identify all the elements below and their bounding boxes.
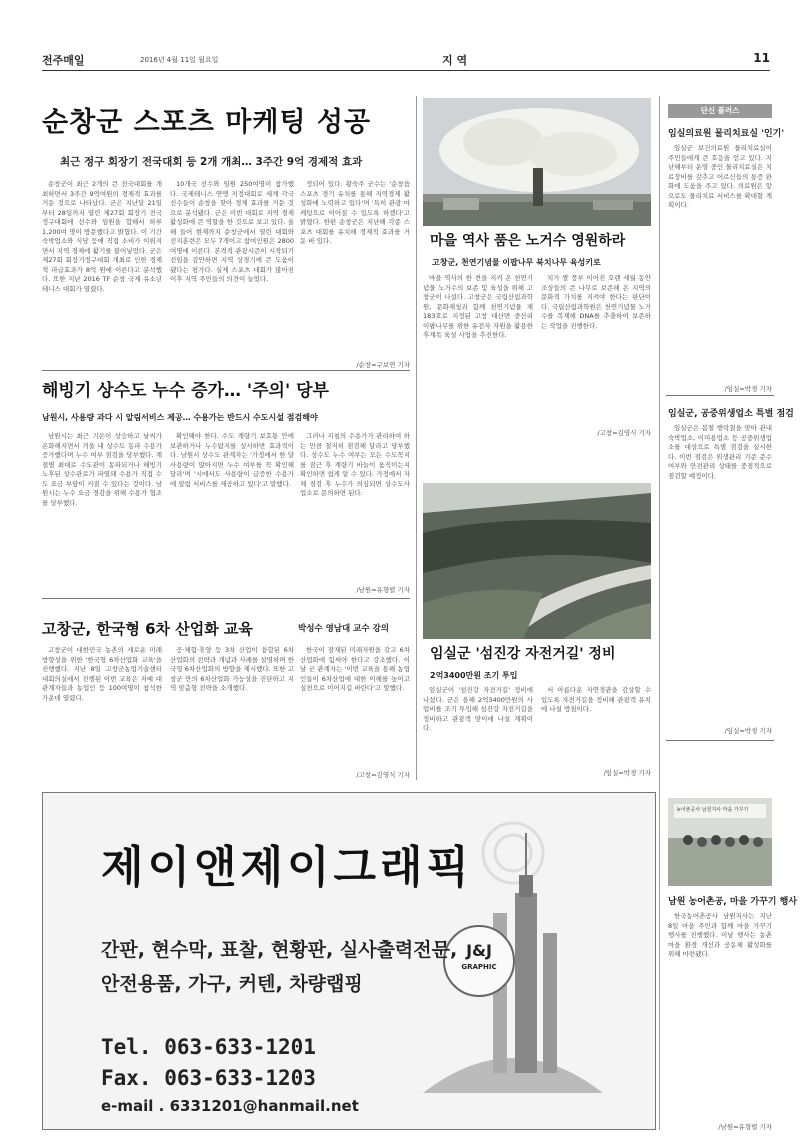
article-sunchang-col3: 정되어 있다. 황숙주 군수는 '순창읍 스포츠 경기 유치를 통해 지역경제 활성화에 노력하고 있다'며 '특히 관광 마케팅으로 이어질 수 있도록 하겠다'고 밝혔다. 한편 순창군은 지난해 각종 스포츠 대회를 유치해 경제적 효과를 거둔 바 있다. (300, 180, 410, 245)
divider (666, 395, 774, 396)
divider (42, 370, 410, 371)
article-namwon-subhead: 남원시, 사용량 과다 시 알림서비스 제공… 수용가는 반드시 수도시설 점검해야 (42, 413, 318, 422)
article-namwon-col1: 남원시는 최근 기온이 상승하고 날씨가 온화해지면서 겨울 내 상수도 동파 수용가 증가했다며 누수 여부 점검을 당부했다. 계절별 최대로 수도관이 동파되거나 해빙기 노후된 상수관로가 파열돼 수용가 직접 수도 요금 부담이 커질 수 있다는 것이다. 남원시는 누수 요금 경감을 위해 수용가 협조를 당부했다. (42, 432, 162, 507)
ad-fax: Fax. 063-633-1203 (101, 1066, 316, 1090)
ad-telephone: Tel. 063-633-1201 (101, 1035, 316, 1059)
issue-date: 2016년 4월 11일 월요일 (140, 56, 219, 64)
bike-path-photo (423, 483, 651, 639)
article-tree-headline: 마을 역사 품은 노거수 영원하라 (430, 233, 626, 249)
bike-path-photo-image (423, 483, 651, 639)
article-bike-subhead: 2억3400만원 조기 투입 (430, 671, 518, 680)
article-bike-col2: 서 아름다운 자연경관을 감상할 수 있도록 자전거길을 정비해 관광객 유치에 나설 방침이다. (541, 686, 651, 713)
page-number: 11 (753, 51, 770, 65)
side-news3-byline: /남원=유형렬 기자 (718, 1123, 772, 1131)
side-news2-title: 임실군, 공중위생업소 특별 점검 (668, 409, 794, 419)
article-tree-subhead: 고창군, 천연기념물 이팝나무 북치나무 육성키로 (432, 258, 601, 267)
article-bike-headline: 임실군 '섬진강 자전거길' 정비 (430, 646, 616, 662)
tree-photo-image (423, 98, 651, 226)
article-tree-col2: 치가 쌀 풍부 이어진 오랜 세월 동안 조상들의 큰 나무로 보존해 온 지역의 문화적 가치를 지켜야 한다는 판단이다. 국립산림과학원은 천연기념물 노거수를 복제해 DNA를 추출하여 보존하는 작업을 진행한다. (541, 274, 651, 330)
article-namwon-col3: 그러나 지침의 수용가가 관리하여 하는 만큼 철저히 점검해 달라고 당부했다. 상수도 누수 여부는 모든 수도꼭지를 잠근 후 계량기 바늘이 움직이는지 확인하면 쉽게 알 수 있다. 가정에서 자체 점검 후 누수가 의심되면 상수도사업소로 문의하면 된다. (300, 432, 410, 497)
sidebar-label: 단신 플러스 (668, 104, 772, 118)
article-bike-byline: /임실=박경 기자 (603, 769, 651, 777)
article-gochang-edu-byline: /고창=김영식 기자 (356, 771, 410, 779)
column-divider (416, 96, 417, 780)
advertisement (42, 792, 656, 1130)
side-news1-body: 임실군 보건의료원 물리치료실이 주민들에게 큰 호응을 얻고 있다. 지난해부터 운영 중인 물리치료실은 치료장비를 갖추고 어르신들의 통증 완화에 도움을 주고 있다. 의료원은 앞으로도 물리치료 서비스를 확대할 계획이다. (668, 144, 772, 209)
article-namwon-col2: 확인해야 한다. 수도 계량기 보호통 안에 보관하거나 누수탐지를 실시하면 효과적이다. 남원시 상수도 관계자는 '가정에서 한 달 사용량이 많아지면 누수 여부를 꼭 확인해 달라'며 '시에서도 사용량이 급증한 수용가에 알림 서비스를 제공하고 있다'고 말했다. (170, 432, 294, 488)
article-tree-byline: /고창=김영식 기자 (597, 429, 651, 437)
article-gochang-edu-col3: 한국이 잠재된 미래자원을 갖고 6차 산업화에 힘써야 한다고 강조했다. 이날 군 관계자는 '이번 교육을 통해 농업인들이 6차산업에 대한 이해를 높이고 실천으로 이어지길 바란다'고 말했다. (300, 646, 410, 692)
ad-services-line1: 간판, 현수막, 표찰, 현황판, 실사출력전문, (101, 939, 458, 961)
article-sunchang-byline: /순창=구보연 기자 (356, 361, 410, 369)
newspaper-name: 전주매일 (42, 54, 85, 67)
article-sunchang-col2: 10개국 선수와 임원 250여명이 참가했다. 국제테니스 연맹 지정대회로 세계 각국 선수들이 순창을 찾아 경제 효과를 거둔 것으로 분석됐다. 군은 이번 대회로 지역 경제 활성화에 큰 역할을 한 것으로 보고 있다. 올해 들어 현재까지 순창군에서 열린 대회와 전지훈련은 모두 7개이고 참여인원은 2800여명에 이른다. 본격적 관광시즌이 시작되기 전임을 감안하면 지역 상경기에 큰 도움이 됐다는 평가다. 실제 스포츠 대회가 많아진 이후 지역 주민들의 의견이 늘었다. (170, 180, 294, 283)
article-sunchang-subhead: 최근 정구 회장기 전국대회 등 2개 개최… 3주간 9억 경제적 효과 (60, 156, 363, 168)
ad-company-name: 제이앤제이그래픽 (101, 842, 474, 893)
side-news3-body: 한국농어촌공사 남원지사는 지난 8일 마을 주민과 함께 마을 가꾸기 행사를 진행했다. 이날 행사는 농촌마을 환경 개선과 공동체 활성화를 위해 마련됐다. (668, 912, 772, 958)
article-gochang-edu-headline: 고창군, 한국형 6차 산업화 교육 (42, 620, 253, 638)
article-tree-col1: 마을 역사의 한 켠을 지켜 온 천연기념물 노거수의 보존 및 육성을 위해 고창군이 나섰다. 고창군은 국립산림과학원, 문화재청과 함께 천연기념물 제183호로 지정된 고창 대산면 중산리 이팝나무를 위한 유전자 자원을 활용한 후계목 육성 사업을 추진한다. (423, 274, 533, 339)
ad-logo-sub: GRAPHIC (461, 963, 497, 971)
page-header (42, 50, 770, 71)
article-namwon-byline: /남원=유형렬 기자 (356, 586, 410, 594)
ad-email: e-mail . 6331201@hanmail.net (101, 1097, 359, 1115)
article-bike-col1: 임실군이 '섬진강 자전거길' 정비에 나섰다. 군은 올해 2억3400만원의 사업비를 조기 투입해 섬진강 자전거길을 정비하고 관광객 맞이에 나설 계획이다. (423, 686, 533, 732)
divider (42, 598, 410, 599)
article-gochang-edu-col2: 공·체험·휴양 등 3차 산업이 융합된 6차 산업화의 전략과 개념과 사례를 설명하며 한국형 6차산업화의 방향을 제시했다. 또한 고창군 만의 6차산업화 가능성을 진단하고 지역 맞춤형 전략을 소개했다. (170, 646, 294, 692)
section-name: 지 역 (442, 54, 468, 67)
article-gochang-edu-col1: 고창군이 대한민국 농촌의 새로운 미래 방향성을 위한 '한국형 6차산업화 교육'을 진행했다. 지난 8일 고창군농업기술센터 대회의실에서 진행된 이번 교육은 저예 대 관계자들과 농업인 등 100여명이 참석한 가운데 열렸다. (42, 646, 162, 702)
side-news2-byline: /임실=박경 기자 (724, 727, 772, 735)
article-sunchang-col1: 순창군이 최근 2개의 큰 전국대회를 개최하면서 3주간 9억여원의 경제적 효과를 거둔 것으로 나타났다. 군은 지난달 21일부터 28일까지 열린 제27회 회장기 전국 정구대회에 선수와 임원을 합해서 하루 1,200여 명이 방문했다고 밝혔다. 이 기간 숙박업소와 식당 등에 직접 소비가 이뤄지면서 지역 경제에 활기를 불어넣었다. 군은 제27회 회장기정구대회 개최로 인한 경제적 파급효과가 8억 원에 이른다고 분석했다. 또한 지난 2016 TF 순창 국제 유소년 테니스 대회가 열렸다. (42, 180, 162, 293)
column-divider (659, 96, 660, 1130)
article-namwon-headline: 해빙기 상수도 누수 증가… '주의' 당부 (42, 381, 329, 401)
inset-caption: 농어촌공사 남원지사 마을 가꾸기 (676, 807, 749, 813)
divider (666, 740, 774, 741)
article-sunchang-headline: 순창군 스포츠 마케팅 성공 (42, 107, 372, 138)
ad-logo-mark: J&J (466, 941, 492, 960)
ad-services-line2: 안전용품, 가구, 커텐, 차량랩핑 (101, 973, 363, 995)
side-news1-byline: /임실=박경 기자 (724, 385, 772, 393)
article-gochang-edu-subhead: 박성수 영남대 교수 강의 (298, 624, 389, 634)
tree-photo (423, 98, 651, 226)
side-news3-title: 남원 농어촌공, 마을 가꾸기 행사 (668, 897, 797, 907)
side-news2-body: 임실군은 봄철 행락철을 맞아 관내 숙박업소, 이미용업소 등 공중위생업소를 대상으로 특별 점검을 실시한다. 이번 점검은 위생관리 기준 준수 여부와 안전관리 상태를 중점적으로 점검할 예정이다. (668, 424, 772, 480)
village-event-photo (668, 798, 772, 886)
side-news1-title: 임실의료원 물리치료실 '인기' (668, 129, 785, 139)
